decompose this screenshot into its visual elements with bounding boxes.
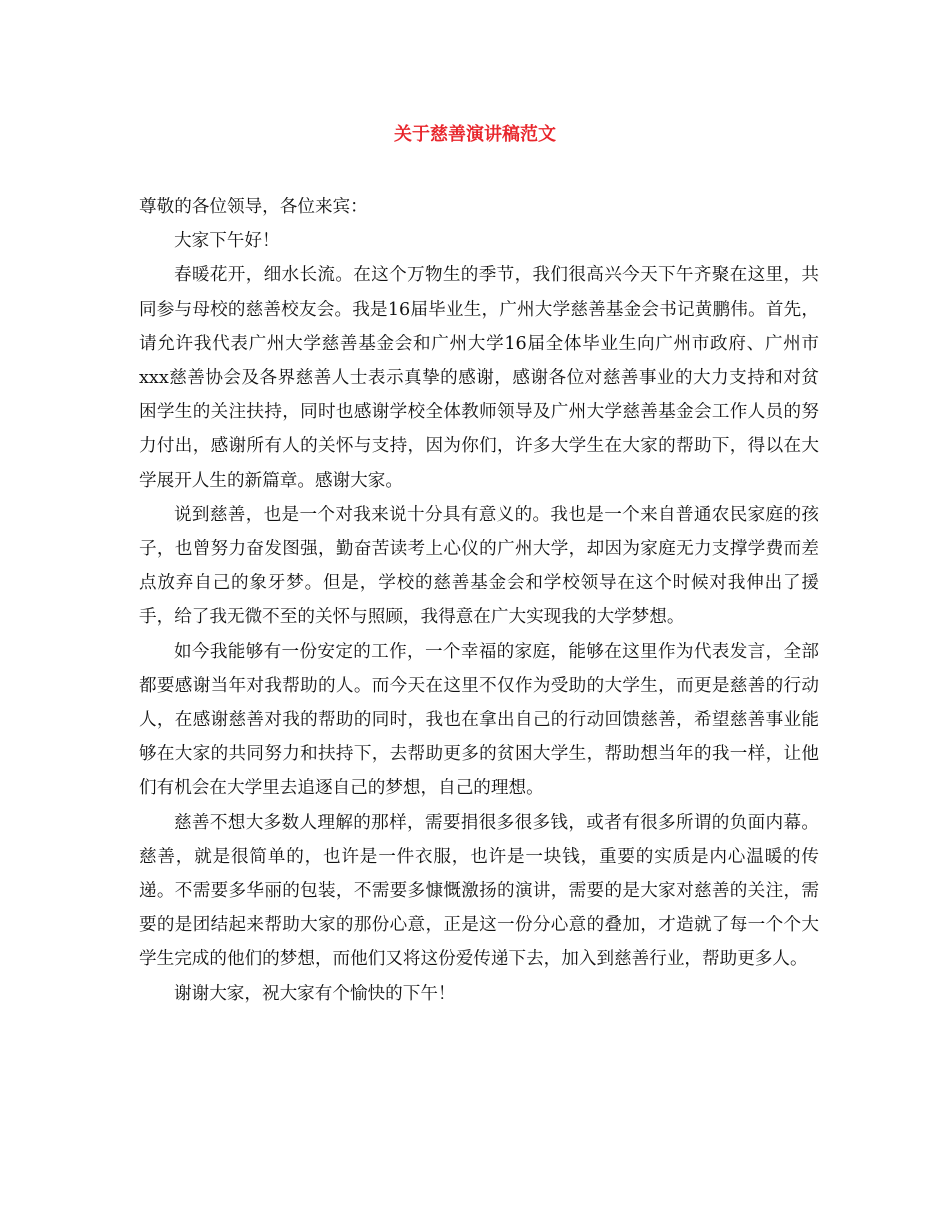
paragraph: 说到慈善，也是一个对我来说十分具有意义的。我也是一个来自普通农民家庭的孩子，也曾努力奋发图强，勤奋苦读考上心仪的广州大学，却因为家庭无力支撑学费而差点放弃自己的象牙梦。但是，学校的慈善基金会和学校领导在这个时候对我伸出了援手，给了我无微不至的关怀与照顾，我得意在广大实现我的大学梦想。	[139, 504, 819, 628]
greeting: 大家下午好！	[174, 231, 280, 252]
document-body	[139, 190, 819, 1011]
paragraph: 春暖花开，细水长流。在这个万物生的季节，我们很高兴今天下午齐聚在这里，共同参与母校的慈善校友会。我是16届毕业生，广州大学慈善基金会书记黄鹏伟。首先，请允许我代表广州大学慈善基金会和广州大学16届全体毕业生向广州市政府、广州市xxx慈善协会及各界慈善人士表示真挚的感谢，感谢各位对慈善事业的大力支持和对贫困学生的关注扶持，同时也感谢学校全体教师领导及广州大学慈善基金会工作人员的努力付出，感谢所有人的关怀与支持，因为你们，许多大学生在大家的帮助下，得以在大学展开人生的新篇章。感谢大家。	[139, 265, 819, 491]
paragraph: 慈善不想大多数人理解的那样，需要捐很多很多钱，或者有很多所谓的负面内幕。慈善，就是很简单的，也许是一件衣服，也许是一块钱，重要的实质是内心温暖的传递。不需要多华丽的包装，不需要多慷慨激扬的演讲，需要的是大家对慈善的关注，需要的是团结起来帮助大家的那份心意，正是这一份分心意的叠加，才造就了每一个个大学生完成的他们的梦想，而他们又将这份爱传递下去，加入到慈善行业，帮助更多人。	[139, 812, 819, 970]
document-title: 关于慈善演讲稿范文	[394, 124, 556, 145]
paragraph: 如今我能够有一份安定的工作，一个幸福的家庭，能够在这里作为代表发言，全部都要感谢当年对我帮助的人。而今天在这里不仅作为受助的大学生，而更是慈善的行动人，在感谢慈善对我的帮助的同时，我也在拿出自己的行动回馈慈善，希望慈善事业能够在大家的共同努力和扶持下，去帮助更多的贫困大学生，帮助想当年的我一样，让他们有机会在大学里去追逐自己的梦想，自己的理想。	[139, 641, 819, 799]
closing: 谢谢大家，祝大家有个愉快的下午！	[174, 983, 456, 1004]
salutation: 尊敬的各位领导，各位来宾：	[139, 197, 368, 217]
